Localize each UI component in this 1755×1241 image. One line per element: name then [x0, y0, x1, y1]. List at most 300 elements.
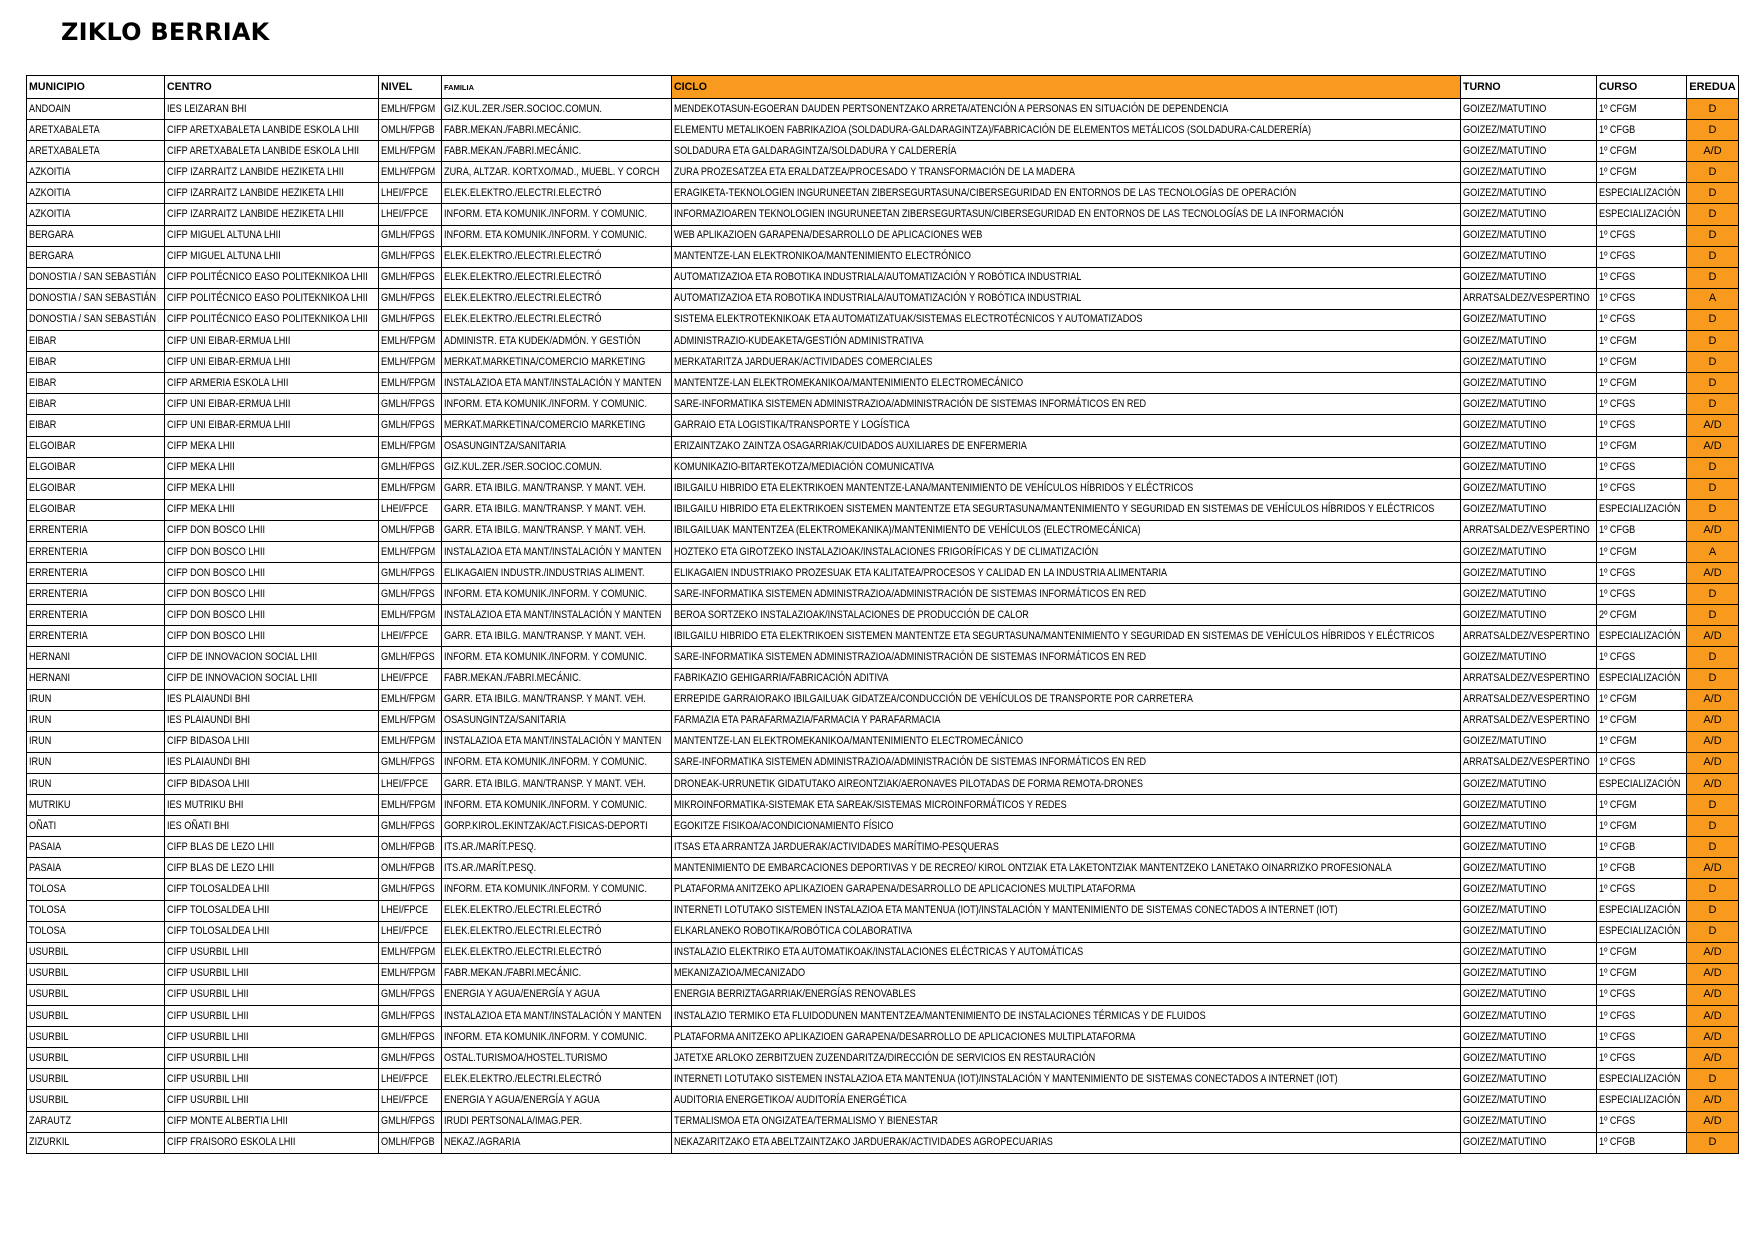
cell-familia: [442, 204, 672, 225]
table-row: [27, 309, 1739, 330]
cell-familia: [442, 879, 672, 900]
cell-text: GOIZEZ/MATUTINO: [1463, 988, 1547, 1001]
cell-ciclo: [672, 984, 1461, 1005]
cell-centro: [165, 1132, 379, 1153]
cell-familia: [442, 900, 672, 921]
cell-curso: [1597, 183, 1687, 204]
cell-text: FABR.MEKAN./FABRI.MECÁNIC.: [444, 967, 582, 980]
cell-text: IRUN: [29, 714, 52, 727]
cell-centro: [165, 352, 379, 373]
cell-municipio: [27, 352, 165, 373]
table-row: [27, 795, 1739, 816]
cell-text: EMLH/FPGM: [381, 946, 436, 959]
cell-turno: [1461, 858, 1597, 879]
cell-turno: [1461, 225, 1597, 246]
table-row: [27, 879, 1739, 900]
cell-text: 1º CFGS: [1599, 1030, 1636, 1043]
cell-ciclo: [672, 183, 1461, 204]
cell-text: EMLH/FPGM: [381, 735, 436, 748]
cell-ciclo: [672, 520, 1461, 541]
cell-centro: [165, 162, 379, 183]
cell-text: ESPECIALIZACIÓN: [1599, 925, 1681, 938]
header-eredua: EREDUA: [1687, 76, 1739, 99]
page-title: ZIKLO BERRIAK: [61, 18, 270, 46]
cell-ciclo: [672, 499, 1461, 520]
cell-nivel: [379, 879, 442, 900]
cell-centro: [165, 331, 379, 352]
cell-text: GOIZEZ/MATUTINO: [1463, 482, 1547, 495]
cell-eredua: D: [1687, 921, 1739, 942]
cell-turno: [1461, 900, 1597, 921]
cell-curso: [1597, 879, 1687, 900]
cell-text: GOIZEZ/MATUTINO: [1463, 840, 1547, 853]
cell-text: GOIZEZ/MATUTINO: [1463, 566, 1547, 579]
cell-text: AUTOMATIZAZIOA ETA ROBOTIKA INDUSTRIALA/AUTOMATIZACIÓN Y ROBÓTICA INDUSTRIAL: [674, 292, 1082, 305]
cell-nivel: [379, 816, 442, 837]
cell-nivel: [379, 478, 442, 499]
cell-ciclo: [672, 647, 1461, 668]
cell-text: CIFP UNI EIBAR-ERMUA LHII: [167, 355, 291, 368]
cell-text: ELEK.ELEKTRO./ELECTRI.ELECTRÓ: [444, 292, 602, 305]
cell-text: 1º CFGM: [1599, 693, 1637, 706]
table-row: [27, 225, 1739, 246]
cell-text: LHEI/FPCE: [381, 208, 429, 221]
cell-curso: [1597, 99, 1687, 120]
cell-centro: [165, 963, 379, 984]
cell-text: CIFP USURBIL LHII: [167, 1072, 249, 1085]
cell-curso: [1597, 141, 1687, 162]
cell-text: INSTALAZIOA ETA MANT/INSTALACIÓN Y MANTEN: [444, 1009, 662, 1022]
cell-curso: [1597, 668, 1687, 689]
cell-familia: [442, 942, 672, 963]
cell-municipio: [27, 1132, 165, 1153]
cell-municipio: [27, 162, 165, 183]
cell-nivel: [379, 120, 442, 141]
cell-ciclo: [672, 394, 1461, 415]
cell-ciclo: [672, 879, 1461, 900]
cell-turno: [1461, 752, 1597, 773]
cell-eredua: D: [1687, 457, 1739, 478]
cell-curso: [1597, 394, 1687, 415]
cell-turno: [1461, 141, 1597, 162]
cell-familia: [442, 246, 672, 267]
cell-nivel: [379, 752, 442, 773]
cell-turno: [1461, 520, 1597, 541]
cell-text: EMLH/FPGM: [381, 355, 436, 368]
cell-nivel: [379, 267, 442, 288]
cell-turno: [1461, 1111, 1597, 1132]
cell-turno: [1461, 879, 1597, 900]
cell-familia: [442, 563, 672, 584]
cell-text: EMLH/FPGM: [381, 440, 436, 453]
cell-text: INFORM. ETA KOMUNIK./INFORM. Y COMUNIC.: [444, 229, 647, 242]
cell-centro: [165, 373, 379, 394]
cell-text: NEKAZARITZAKO ETA ABELTZAINTZAKO JARDUERAK/ACTIVIDADES AGROPECUARIAS: [674, 1136, 1053, 1149]
cell-text: IRUDI PERTSONALA/IMAG.PER.: [444, 1115, 583, 1128]
cell-text: ARETXABALETA: [29, 144, 100, 157]
cell-text: USURBIL: [29, 1093, 69, 1106]
cell-nivel: [379, 795, 442, 816]
cell-text: CIFP ARMERIA ESKOLA LHII: [167, 376, 289, 389]
cell-familia: [442, 499, 672, 520]
cell-text: INFORM. ETA KOMUNIK./INFORM. Y COMUNIC.: [444, 883, 647, 896]
cell-nivel: [379, 541, 442, 562]
cell-municipio: [27, 1027, 165, 1048]
cell-eredua: A/D: [1687, 1111, 1739, 1132]
cell-turno: [1461, 963, 1597, 984]
cell-text: GOIZEZ/MATUTINO: [1463, 440, 1547, 453]
cell-ciclo: [672, 1006, 1461, 1027]
cell-text: EMLH/FPGM: [381, 967, 436, 980]
cell-text: 2º CFGM: [1599, 608, 1637, 621]
cell-text: LHEI/FPCE: [381, 1072, 429, 1085]
cell-text: GOIZEZ/MATUTINO: [1463, 777, 1547, 790]
cell-text: SARE-INFORMATIKA SISTEMEN ADMINISTRAZIOA/ADMINISTRACIÓN DE SISTEMAS INFORMÁTICOS EN RED: [674, 756, 1147, 769]
cell-text: ESPECIALIZACIÓN: [1599, 672, 1681, 685]
cell-familia: [442, 415, 672, 436]
cell-curso: [1597, 162, 1687, 183]
cell-text: 1º CFGB: [1599, 524, 1636, 537]
cell-ciclo: [672, 795, 1461, 816]
cell-text: 1º CFGS: [1599, 229, 1636, 242]
cell-text: INSTALAZIOA ETA MANT/INSTALACIÓN Y MANTEN: [444, 608, 662, 621]
cell-nivel: [379, 731, 442, 752]
cell-nivel: [379, 774, 442, 795]
cell-text: 1º CFGS: [1599, 313, 1636, 326]
table-row: [27, 1132, 1739, 1153]
cell-text: IRUN: [29, 777, 52, 790]
table-row: [27, 731, 1739, 752]
cell-centro: [165, 1048, 379, 1069]
header-ciclo: CICLO: [672, 76, 1461, 99]
table-row: [27, 415, 1739, 436]
cell-text: EMLH/FPGM: [381, 693, 436, 706]
cell-text: MEKANIZAZIOA/MECANIZADO: [674, 967, 806, 980]
cell-text: IRUN: [29, 693, 52, 706]
cell-text: ESPECIALIZACIÓN: [1599, 186, 1681, 199]
cell-text: GOIZEZ/MATUTINO: [1463, 967, 1547, 980]
cell-text: 1º CFGM: [1599, 376, 1637, 389]
cell-text: SARE-INFORMATIKA SISTEMEN ADMINISTRAZIOA/ADMINISTRACIÓN DE SISTEMAS INFORMÁTICOS EN RED: [674, 650, 1147, 663]
cell-nivel: [379, 689, 442, 710]
cell-curso: [1597, 984, 1687, 1005]
table-row: [27, 288, 1739, 309]
cell-text: ESPECIALIZACIÓN: [1599, 777, 1681, 790]
cell-text: GOIZEZ/MATUTINO: [1463, 334, 1547, 347]
cell-text: CIFP DE INNOVACION SOCIAL LHII: [167, 650, 318, 663]
cell-text: ERRENTERIA: [29, 608, 88, 621]
cell-text: USURBIL: [29, 1030, 69, 1043]
cell-familia: [442, 605, 672, 626]
table-row: [27, 183, 1739, 204]
table-row: [27, 1048, 1739, 1069]
cell-nivel: [379, 984, 442, 1005]
cell-text: HERNANI: [29, 672, 71, 685]
cell-nivel: [379, 963, 442, 984]
cell-text: CIFP MEKA LHII: [167, 440, 235, 453]
cell-eredua: A/D: [1687, 689, 1739, 710]
cell-eredua: D: [1687, 309, 1739, 330]
cell-text: OMLH/FPGB: [381, 861, 435, 874]
cell-eredua: A/D: [1687, 858, 1739, 879]
cell-ciclo: [672, 563, 1461, 584]
cell-text: GOIZEZ/MATUTINO: [1463, 925, 1547, 938]
cell-text: GOIZEZ/MATUTINO: [1463, 1051, 1547, 1064]
cell-text: 1º CFGS: [1599, 650, 1636, 663]
cell-text: CIFP TOLOSALDEA LHII: [167, 904, 270, 917]
cell-text: SARE-INFORMATIKA SISTEMEN ADMINISTRAZIOA/ADMINISTRACIÓN DE SISTEMAS INFORMÁTICOS EN RED: [674, 397, 1147, 410]
cell-text: ENERGIA Y AGUA/ENERGÍA Y AGUA: [444, 1093, 600, 1106]
cell-turno: [1461, 774, 1597, 795]
cell-nivel: [379, 1027, 442, 1048]
cell-text: ESPECIALIZACIÓN: [1599, 629, 1681, 642]
cell-text: INFORM. ETA KOMUNIK./INFORM. Y COMUNIC.: [444, 650, 647, 663]
table-row: [27, 394, 1739, 415]
cell-text: CIFP IZARRAITZ LANBIDE HEZIKETA LHII: [167, 208, 344, 221]
cell-text: GARRAIO ETA LOGISTIKA/TRANSPORTE Y LOGÍSTICA: [674, 418, 910, 431]
cell-text: ERRENTERIA: [29, 566, 88, 579]
header-municipio: MUNICIPIO: [27, 76, 165, 99]
cell-eredua: A: [1687, 541, 1739, 562]
cell-familia: [442, 120, 672, 141]
cell-familia: [442, 963, 672, 984]
cell-ciclo: [672, 942, 1461, 963]
cell-text: SARE-INFORMATIKA SISTEMEN ADMINISTRAZIOA/ADMINISTRACIÓN DE SISTEMAS INFORMÁTICOS EN RED: [674, 587, 1147, 600]
cell-text: GOIZEZ/MATUTINO: [1463, 123, 1547, 136]
table-row: [27, 162, 1739, 183]
cell-curso: [1597, 858, 1687, 879]
cell-familia: [442, 689, 672, 710]
cell-turno: [1461, 499, 1597, 520]
cell-ciclo: [672, 668, 1461, 689]
table-row: [27, 478, 1739, 499]
cell-familia: [442, 1069, 672, 1090]
table-row: [27, 963, 1739, 984]
cell-curso: [1597, 647, 1687, 668]
cell-centro: [165, 774, 379, 795]
cell-nivel: [379, 837, 442, 858]
cell-familia: [442, 352, 672, 373]
cell-turno: [1461, 436, 1597, 457]
cell-centro: [165, 1027, 379, 1048]
cell-text: CIFP POLITÉCNICO EASO POLITEKNIKOA LHII: [167, 271, 368, 284]
table-row: [27, 668, 1739, 689]
cell-municipio: [27, 204, 165, 225]
cell-eredua: A/D: [1687, 774, 1739, 795]
table-row: [27, 246, 1739, 267]
cell-text: INTERNETI LOTUTAKO SISTEMEN INSTALAZIOA ETA MANTENUA (IOT)/INSTALACIÓN Y MANTENIMIENTO DE SISTEMAS CONECTADOS A INTERNET (IOT): [674, 904, 1338, 917]
cell-text: GIZ.KUL.ZER./SER.SOCIOC.COMUN.: [444, 102, 602, 115]
cell-familia: [442, 183, 672, 204]
cell-text: HERNANI: [29, 650, 71, 663]
cell-nivel: [379, 373, 442, 394]
cell-familia: [442, 1090, 672, 1111]
cell-centro: [165, 288, 379, 309]
cell-curso: [1597, 1006, 1687, 1027]
cell-text: CIFP DON BOSCO LHII: [167, 587, 266, 600]
cell-text: ELEK.ELEKTRO./ELECTRI.ELECTRÓ: [444, 946, 602, 959]
cell-ciclo: [672, 267, 1461, 288]
cell-turno: [1461, 183, 1597, 204]
cell-ciclo: [672, 541, 1461, 562]
cell-text: IES PLAIAUNDI BHI: [167, 693, 251, 706]
cell-eredua: D: [1687, 352, 1739, 373]
cell-text: IES PLAIAUNDI BHI: [167, 714, 251, 727]
cell-curso: [1597, 752, 1687, 773]
cell-turno: [1461, 331, 1597, 352]
cell-nivel: [379, 710, 442, 731]
cell-text: 1º CFGS: [1599, 1009, 1636, 1022]
cell-centro: [165, 1006, 379, 1027]
cell-text: GOIZEZ/MATUTINO: [1463, 904, 1547, 917]
cell-ciclo: [672, 246, 1461, 267]
cell-text: EIBAR: [29, 418, 57, 431]
cell-familia: [442, 816, 672, 837]
cell-text: 1º CFGS: [1599, 988, 1636, 1001]
cell-text: GOIZEZ/MATUTINO: [1463, 1115, 1547, 1128]
cell-centro: [165, 1069, 379, 1090]
cell-text: ELKARLANEKO ROBOTIKA/ROBÓTICA COLABORATIVA: [674, 925, 913, 938]
cell-text: ESPECIALIZACIÓN: [1599, 1093, 1681, 1106]
cell-text: LHEI/FPCE: [381, 777, 429, 790]
cell-text: OSASUNGINTZA/SANITARIA: [444, 714, 566, 727]
cell-familia: [442, 795, 672, 816]
cell-ciclo: [672, 774, 1461, 795]
cell-ciclo: [672, 288, 1461, 309]
cell-text: INSTALAZIO TERMIKO ETA FLUIDODUNEN MANTENTZEA/MANTENIMIENTO DE INSTALACIONES TÉRMICAS Y DE FLUIDOS: [674, 1009, 1206, 1022]
cell-curso: [1597, 731, 1687, 752]
table-row: [27, 900, 1739, 921]
cell-familia: [442, 1111, 672, 1132]
cell-curso: [1597, 415, 1687, 436]
cell-text: SOLDADURA ETA GALDARAGINTZA/SOLDADURA Y CALDERERÍA: [674, 144, 957, 157]
cell-text: 1º CFGM: [1599, 714, 1637, 727]
cell-text: ELEMENTU METALIKOEN FABRIKAZIOA (SOLDADURA-GALDARAGINTZA)/FABRICACIÓN DE ELEMENTOS METÁLICOS (SOLDADURA-CALDERERÍA): [674, 123, 1312, 136]
cell-turno: [1461, 689, 1597, 710]
cell-municipio: [27, 436, 165, 457]
cell-turno: [1461, 204, 1597, 225]
cell-centro: [165, 120, 379, 141]
cell-ciclo: [672, 689, 1461, 710]
cell-text: ERRENTERIA: [29, 587, 88, 600]
cell-text: OSTAL.TURISMOA/HOSTEL.TURISMO: [444, 1051, 608, 1064]
table-row: [27, 752, 1739, 773]
cell-eredua: A/D: [1687, 141, 1739, 162]
cell-centro: [165, 900, 379, 921]
cell-text: OMLH/FPGB: [381, 524, 435, 537]
cell-text: EMLH/FPGM: [381, 482, 436, 495]
cell-text: GOIZEZ/MATUTINO: [1463, 229, 1547, 242]
cell-text: LHEI/FPCE: [381, 186, 429, 199]
cell-familia: [442, 331, 672, 352]
cell-municipio: [27, 394, 165, 415]
cell-text: IRUN: [29, 756, 52, 769]
cell-familia: [442, 1006, 672, 1027]
cell-text: GOIZEZ/MATUTINO: [1463, 355, 1547, 368]
header-nivel: NIVEL: [379, 76, 442, 99]
cell-curso: [1597, 520, 1687, 541]
cell-municipio: [27, 795, 165, 816]
cell-nivel: [379, 520, 442, 541]
cell-curso: [1597, 626, 1687, 647]
cell-municipio: [27, 731, 165, 752]
cell-municipio: [27, 689, 165, 710]
cell-familia: [442, 774, 672, 795]
cell-text: GORP.KIROL.EKINTZAK/ACT.FISICAS-DEPORTI: [444, 819, 648, 832]
cell-eredua: D: [1687, 499, 1739, 520]
cell-text: 1º CFGS: [1599, 566, 1636, 579]
cell-ciclo: [672, 204, 1461, 225]
cell-text: INFORM. ETA KOMUNIK./INFORM. Y COMUNIC.: [444, 1030, 647, 1043]
cell-turno: [1461, 1006, 1597, 1027]
cell-nivel: [379, 499, 442, 520]
cell-text: 1º CFGS: [1599, 397, 1636, 410]
cell-text: GOIZEZ/MATUTINO: [1463, 545, 1547, 558]
cell-text: ELEK.ELEKTRO./ELECTRI.ELECTRÓ: [444, 1072, 602, 1085]
cell-familia: [442, 541, 672, 562]
cell-turno: [1461, 541, 1597, 562]
cell-municipio: [27, 626, 165, 647]
cell-ciclo: [672, 436, 1461, 457]
table-row: [27, 984, 1739, 1005]
cell-text: GMLH/FPGS: [381, 988, 435, 1001]
cell-text: 1º CFGM: [1599, 334, 1637, 347]
cell-centro: [165, 436, 379, 457]
cell-text: CIFP POLITÉCNICO EASO POLITEKNIKOA LHII: [167, 313, 368, 326]
cell-nivel: [379, 668, 442, 689]
cell-ciclo: [672, 858, 1461, 879]
cell-turno: [1461, 309, 1597, 330]
cell-text: GOIZEZ/MATUTINO: [1463, 1030, 1547, 1043]
cell-eredua: D: [1687, 647, 1739, 668]
cell-text: GOIZEZ/MATUTINO: [1463, 165, 1547, 178]
cell-eredua: D: [1687, 584, 1739, 605]
cell-curso: [1597, 499, 1687, 520]
cell-familia: [442, 288, 672, 309]
cell-familia: [442, 837, 672, 858]
cell-text: GMLH/FPGS: [381, 397, 435, 410]
cell-centro: [165, 183, 379, 204]
cell-text: AZKOITIA: [29, 186, 71, 199]
cell-text: GMLH/FPGS: [381, 229, 435, 242]
cell-curso: [1597, 710, 1687, 731]
cell-text: LHEI/FPCE: [381, 925, 429, 938]
cell-ciclo: [672, 1069, 1461, 1090]
cell-text: EMLH/FPGM: [381, 334, 436, 347]
table-row: [27, 605, 1739, 626]
cell-eredua: A/D: [1687, 1006, 1739, 1027]
table-row: [27, 520, 1739, 541]
table-row: [27, 499, 1739, 520]
cell-text: ITS.AR./MARÍT.PESQ.: [444, 861, 537, 874]
cell-text: GOIZEZ/MATUTINO: [1463, 271, 1547, 284]
cell-centro: [165, 520, 379, 541]
cell-text: CIFP USURBIL LHII: [167, 1030, 249, 1043]
cell-eredua: D: [1687, 246, 1739, 267]
cell-turno: [1461, 288, 1597, 309]
cell-ciclo: [672, 816, 1461, 837]
cell-text: GMLH/FPGS: [381, 1030, 435, 1043]
cell-text: ITSAS ETA ARRANTZA JARDUERAK/ACTIVIDADES MARÍTIMO-PESQUERAS: [674, 840, 999, 853]
cell-eredua: D: [1687, 816, 1739, 837]
cell-text: IES PLAIAUNDI BHI: [167, 756, 251, 769]
cell-text: 1º CFGM: [1599, 355, 1637, 368]
cell-text: CIFP IZARRAITZ LANBIDE HEZIKETA LHII: [167, 186, 344, 199]
cell-centro: [165, 942, 379, 963]
cell-curso: [1597, 246, 1687, 267]
header-row: [27, 76, 1739, 99]
cell-turno: [1461, 921, 1597, 942]
